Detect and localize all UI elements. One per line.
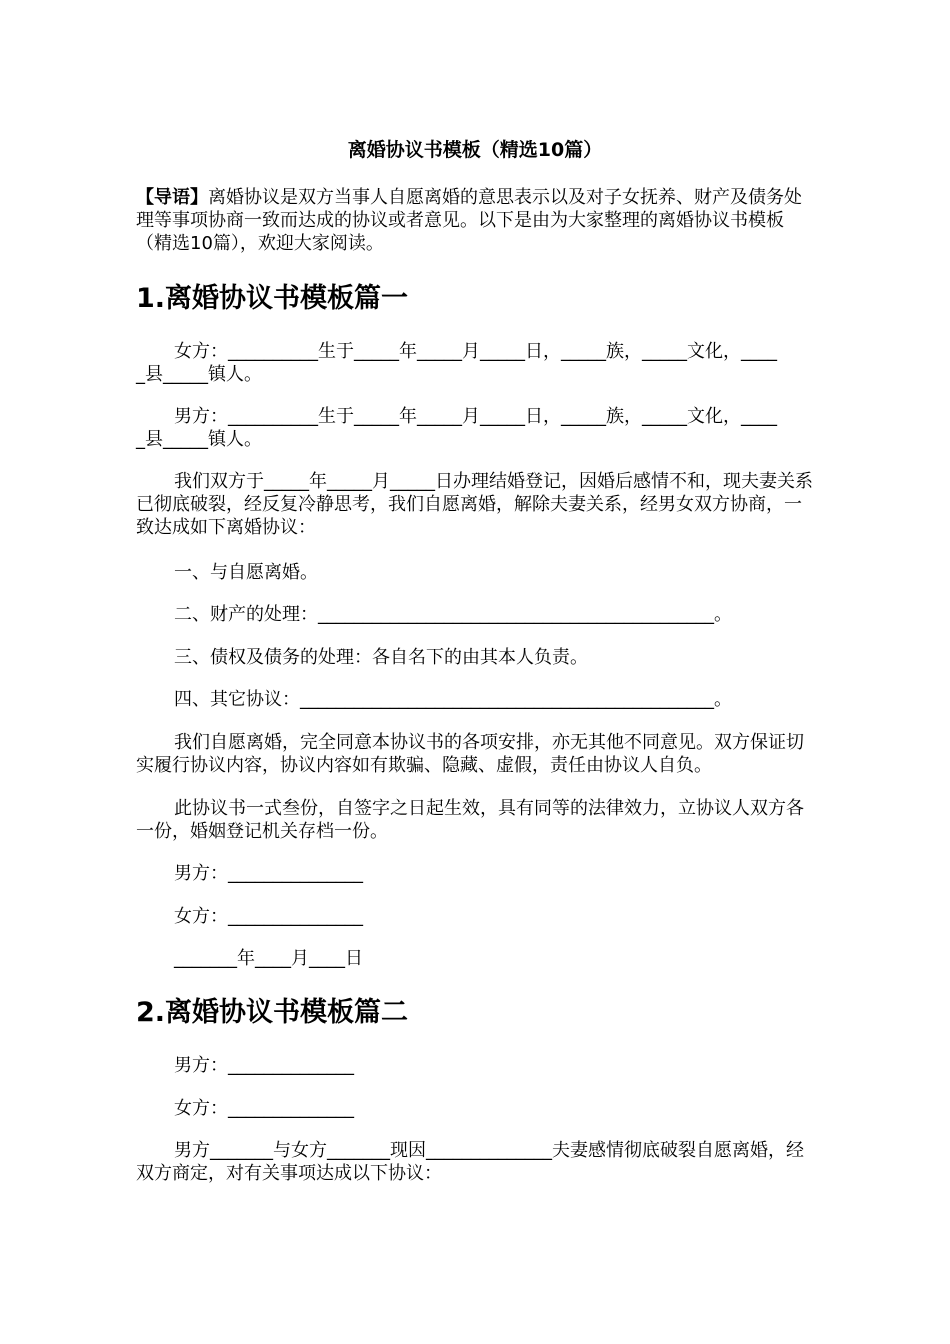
signature-female: 女方：_______________ xyxy=(174,906,363,927)
clause-1: 一、与自愿离婚。 xyxy=(174,562,318,583)
section-2-male: 男方：______________ xyxy=(174,1055,354,1076)
signature-male: 男方：_______________ xyxy=(174,863,363,884)
female-info-line-2: _县_____镇人。 xyxy=(136,364,262,385)
female-info-line-1: 女方：__________生于_____年_____月_____日，_____族，_____文化，____ xyxy=(174,341,777,362)
section-2-female: 女方：______________ xyxy=(174,1098,354,1119)
copies-paragraph: 此协议书一式叁份，自签字之日起生效，具有同等的法律效力，立协议人双方各一份，婚姻登记机关存档一份。 xyxy=(136,798,804,842)
document-title: 离婚协议书模板（精选10篇） xyxy=(347,139,603,161)
marriage-paragraph: 我们双方于_____年_____月_____日办理结婚登记，因婚后感情不和，现夫妻关系已彻底破裂，经反复冷静思考，我们自愿离婚，解除夫妻关系，经男女双方协商，一致达成如下离婚协议： xyxy=(136,471,813,538)
clause-3: 三、债权及债务的处理：各自名下的由其本人负责。 xyxy=(174,647,588,668)
lead-tag: 【导语】 xyxy=(136,187,208,208)
agreement-paragraph: 我们自愿离婚，完全同意本协议书的各项安排，亦无其他不同意见。双方保证切实履行协议内容，协议内容如有欺骗、隐藏、虚假，责任由协议人自负。 xyxy=(136,732,804,776)
male-info-line-1: 男方：__________生于_____年_____月_____日，_____族，_____文化，____ xyxy=(174,406,777,427)
clause-4: 四、其它协议：______________________________________________。 xyxy=(174,689,732,710)
section-1-heading: 1.离婚协议书模板篇一 xyxy=(136,283,409,314)
section-2-heading: 2.离婚协议书模板篇二 xyxy=(136,997,409,1028)
lead-text: 离婚协议是双方当事人自愿离婚的意思表示以及对子女抚养、财产及债务处理等事项协商一致而达成的协议或者意见。以下是由为大家整理的离婚协议书模板（精选10篇），欢迎大家阅读。 xyxy=(136,187,802,254)
section-2-paragraph: 男方_______与女方_______现因______________夫妻感情彻底破裂自愿离婚，经双方商定，对有关事项达成以下协议： xyxy=(136,1140,804,1184)
lead-paragraph xyxy=(136,186,816,255)
clause-2: 二、财产的处理：____________________________________________。 xyxy=(174,604,732,625)
male-info-line-2: _县_____镇人。 xyxy=(136,429,262,450)
signature-date: _______年____月____日 xyxy=(174,948,363,969)
